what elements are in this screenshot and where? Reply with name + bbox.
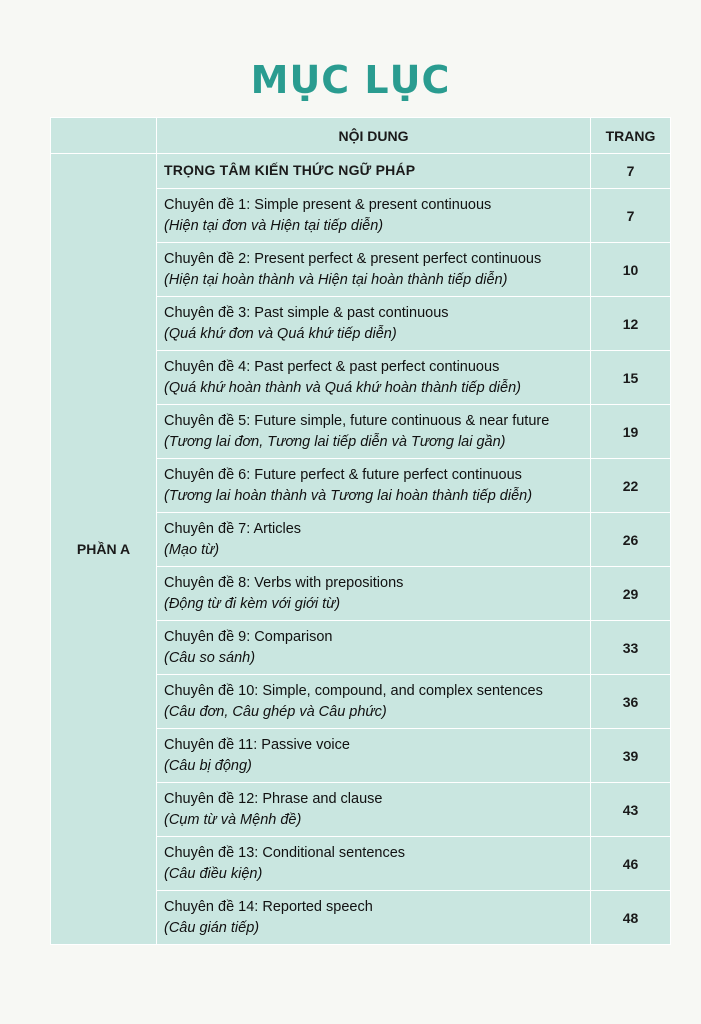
- topic-subtitle: (Mạo từ): [164, 541, 220, 558]
- table-of-contents: [50, 117, 671, 945]
- page-title: MỤC LỤC: [250, 58, 451, 102]
- topic-title: Chuyên đề 12: Phrase and clause: [164, 790, 383, 807]
- page-number: 46: [591, 837, 671, 891]
- topic-subtitle: (Tương lai đơn, Tương lai tiếp diễn và Tương lai gần): [164, 433, 506, 450]
- topic-title: Chuyên đề 11: Passive voice: [164, 736, 350, 753]
- topic-title: Chuyên đề 9: Comparison: [164, 628, 333, 645]
- topic-cell: [157, 351, 591, 405]
- topic-cell: [157, 405, 591, 459]
- core-topic: [157, 154, 591, 189]
- table-header-row: [51, 118, 671, 154]
- core-page: 7: [591, 154, 671, 189]
- topic-title: Chuyên đề 4: Past perfect & past perfect continuous: [164, 358, 500, 375]
- topic-title: Chuyên đề 13: Conditional sentences: [164, 844, 406, 861]
- topic-subtitle: (Tương lai hoàn thành và Tương lai hoàn thành tiếp diễn): [164, 487, 533, 504]
- page-number: 43: [591, 783, 671, 837]
- topic-title: Chuyên đề 2: Present perfect & present perfect continuous: [164, 250, 542, 267]
- topic-cell: [157, 783, 591, 837]
- topic-cell: [157, 891, 591, 945]
- page-number: 12: [591, 297, 671, 351]
- topic-subtitle: (Quá khứ đơn và Quá khứ tiếp diễn): [164, 325, 397, 342]
- topic-title: Chuyên đề 6: Future perfect & future perfect continuous: [164, 466, 522, 483]
- page-number: 26: [591, 513, 671, 567]
- page-number: 15: [591, 351, 671, 405]
- topic-title: Chuyên đề 7: Articles: [164, 520, 302, 537]
- topic-cell: [157, 513, 591, 567]
- page-number: 19: [591, 405, 671, 459]
- topic-subtitle: (Hiện tại hoàn thành và Hiện tại hoàn thành tiếp diễn): [164, 271, 508, 288]
- page-number: 7: [591, 189, 671, 243]
- page-number: 10: [591, 243, 671, 297]
- topic-cell: [157, 675, 591, 729]
- topic-cell: [157, 837, 591, 891]
- topic-subtitle: (Câu điều kiện): [164, 865, 263, 882]
- topic-cell: [157, 729, 591, 783]
- topic-title: Chuyên đề 3: Past simple & past continuous: [164, 304, 449, 321]
- topic-subtitle: (Động từ đi kèm với giới từ): [164, 595, 341, 612]
- topic-subtitle: (Hiện tại đơn và Hiện tại tiếp diễn): [164, 217, 384, 234]
- topic-cell: [157, 243, 591, 297]
- topic-cell: [157, 567, 591, 621]
- topic-title: Chuyên đề 1: Simple present & present continuous: [164, 196, 492, 213]
- topic-subtitle: (Câu đơn, Câu ghép và Câu phức): [164, 703, 387, 720]
- topic-title: Chuyên đề 5: Future simple, future continuous & near future: [164, 412, 550, 429]
- topic-title: Chuyên đề 10: Simple, compound, and complex sentences: [164, 682, 543, 699]
- topic-cell: [157, 189, 591, 243]
- topic-subtitle: (Câu so sánh): [164, 649, 256, 666]
- part-label: PHẦN A: [51, 154, 157, 945]
- page-number: 33: [591, 621, 671, 675]
- core-row: [51, 154, 671, 189]
- topic-subtitle: (Câu bị động): [164, 757, 252, 774]
- header-part: [51, 118, 157, 154]
- topic-title: Chuyên đề 8: Verbs with prepositions: [164, 574, 404, 591]
- header-page: TRANG: [591, 118, 671, 154]
- topic-subtitle: (Câu gián tiếp): [164, 919, 260, 936]
- page-number: 36: [591, 675, 671, 729]
- header-content: NỘI DUNG: [157, 118, 591, 154]
- core-label: TRỌNG TÂM KIẾN THỨC NGỮ PHÁP: [164, 162, 416, 178]
- page-number: 39: [591, 729, 671, 783]
- topic-cell: [157, 297, 591, 351]
- topic-cell: [157, 459, 591, 513]
- page-number: 22: [591, 459, 671, 513]
- topic-subtitle: (Cụm từ và Mệnh đề): [164, 811, 302, 828]
- topic-title: Chuyên đề 14: Reported speech: [164, 898, 373, 915]
- topic-cell: [157, 621, 591, 675]
- page-number: 29: [591, 567, 671, 621]
- page-number: 48: [591, 891, 671, 945]
- topic-subtitle: (Quá khứ hoàn thành và Quá khứ hoàn thành tiếp diễn): [164, 379, 521, 396]
